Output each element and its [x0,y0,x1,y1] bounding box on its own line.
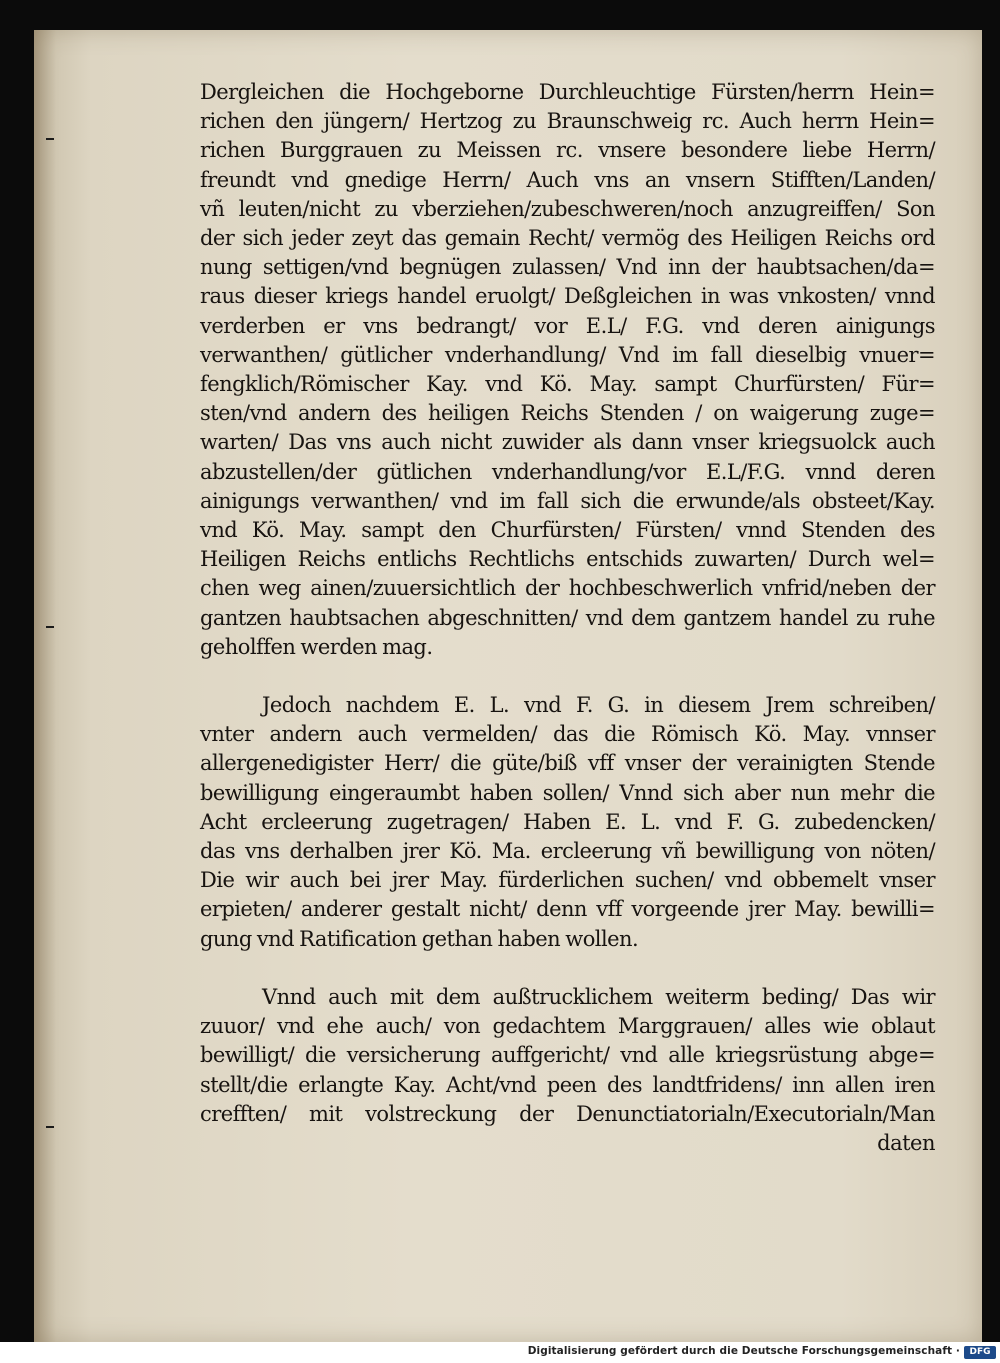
text-line: Heiligen Reichs entlichs Rechtlichs entschids zuwarten/ Durch wel= [200,547,935,572]
margin-mark [46,138,54,140]
paragraph [200,691,935,954]
text-line: ainigungs verwanthen/ vnd im fall sich die erwunde/als obsteet/Kay. [200,488,935,513]
text-line: das vns derhalben jrer Kö. Ma. ercleerung vñ bewilligung von nöten/ [200,839,935,864]
dfg-logo-icon[interactable]: DFG [964,1346,996,1359]
text-line: vnter andern auch vermelden/ das die Römisch Kö. May. vnnser [200,722,935,747]
margin-mark [46,626,54,628]
text-line: fengklich/Römischer Kay. vnd Kö. May. sampt Churfürsten/ Für= [200,372,935,397]
text-line: abzustellen/der gütlichen vnderhandlung/vor E.L/F.G. vnnd deren [200,459,935,484]
text-line: nung settigen/vnd begnügen zulassen/ Vnd inn der haubtsachen/da= [200,255,935,280]
text-line: verderben er vns bedrangt/ vor E.L/ F.G. vnd deren ainigungs [200,313,935,338]
text-line: allergenedigister Herr/ die güte/biß vff vnser der verainigten Stende [200,751,935,776]
funding-credit[interactable]: Digitalisierung gefördert durch die Deutsche Forschungsgemeinschaft · [527,1345,960,1357]
text-line: gantzen haubtsachen abgeschnitten/ vnd dem gantzem handel zu ruhe [200,605,935,630]
catchword: daten [877,1130,935,1155]
text-line: Dergleichen die Hochgeborne Durchleuchtige Fürsten/herrn Hein= [200,80,935,104]
text-line: verwanthen/ gütlicher vnderhandlung/ Vnd im fall dieselbig vnuer= [200,342,935,367]
text-line: vñ leuten/nicht zu vberziehen/zubeschweren/noch anzugreiffen/ Son [200,196,935,221]
text-line: bewilligt/ die versicherung auffgericht/ vnd alle kriegsrüstung abge= [200,1043,935,1068]
margin-mark [46,1126,54,1128]
text-line: sten/vnd andern des heiligen Reichs Stenden / on waigerung zuge= [200,401,935,426]
text-line: crefften/ mit volstreckung der Denunctiatorialn/Executorialn/Man [200,1101,935,1126]
text-line: bewilligung eingeraumbt haben sollen/ Vnnd sich aber nun mehr die [200,780,935,805]
text-line: Jedoch nachdem E. L. vnd F. G. in diesem Jrem schreiben/ [262,693,935,718]
text-line: zuuor/ vnd ehe auch/ von gedachtem Marggrauen/ alles wie oblaut [200,1014,935,1039]
paragraph [200,78,935,662]
text-line: chen weg ainen/zuuersichtlich der hochbeschwerlich vnfrid/neben der [200,576,935,601]
text-line: richen Burggrauen zu Meissen rc. vnsere besondere liebe Herrn/ [200,138,935,163]
text-line: raus dieser kriegs handel eruolgt/ Deßgleichen in was vnkosten/ vnnd [200,284,935,309]
text-line: geholffen werden mag. [200,634,433,659]
footer-bar [0,1342,1000,1363]
paragraph [200,983,935,1158]
text-line: Acht ercleerung zugetragen/ Haben E. L. vnd F. G. zubedencken/ [200,809,935,834]
text-line: vnd Kö. May. sampt den Churfürsten/ Fürsten/ vnnd Stenden des [200,518,935,543]
text-line: gung vnd Ratification gethan haben wollen. [200,926,639,951]
text-line: stellt/die erlangte Kay. Acht/vnd peen des landtfridens/ inn allen iren [200,1072,935,1097]
text-line: richen den jüngern/ Hertzog zu Braunschweig rc. Auch herrn Hein= [200,109,935,134]
text-line: Vnnd auch mit dem außtrucklichem weiterm beding/ Das wir [262,984,935,1009]
text-line: erpieten/ anderer gestalt nicht/ denn vff vorgeende jrer May. bewilli= [200,897,935,922]
text-line: warten/ Das vns auch nicht zuwider als dann vnser kriegsuolck auch [200,430,935,455]
text-line: der sich jeder zeyt das gemain Recht/ vermög des Heiligen Reichs ord [200,226,935,251]
page-text [200,78,935,1158]
text-line: Die wir auch bei jrer May. fürderlichen suchen/ vnd obbemelt vnser [200,868,935,893]
text-line: freundt vnd gnedige Herrn/ Auch vns an vnsern Stifften/Landen/ [200,167,935,192]
